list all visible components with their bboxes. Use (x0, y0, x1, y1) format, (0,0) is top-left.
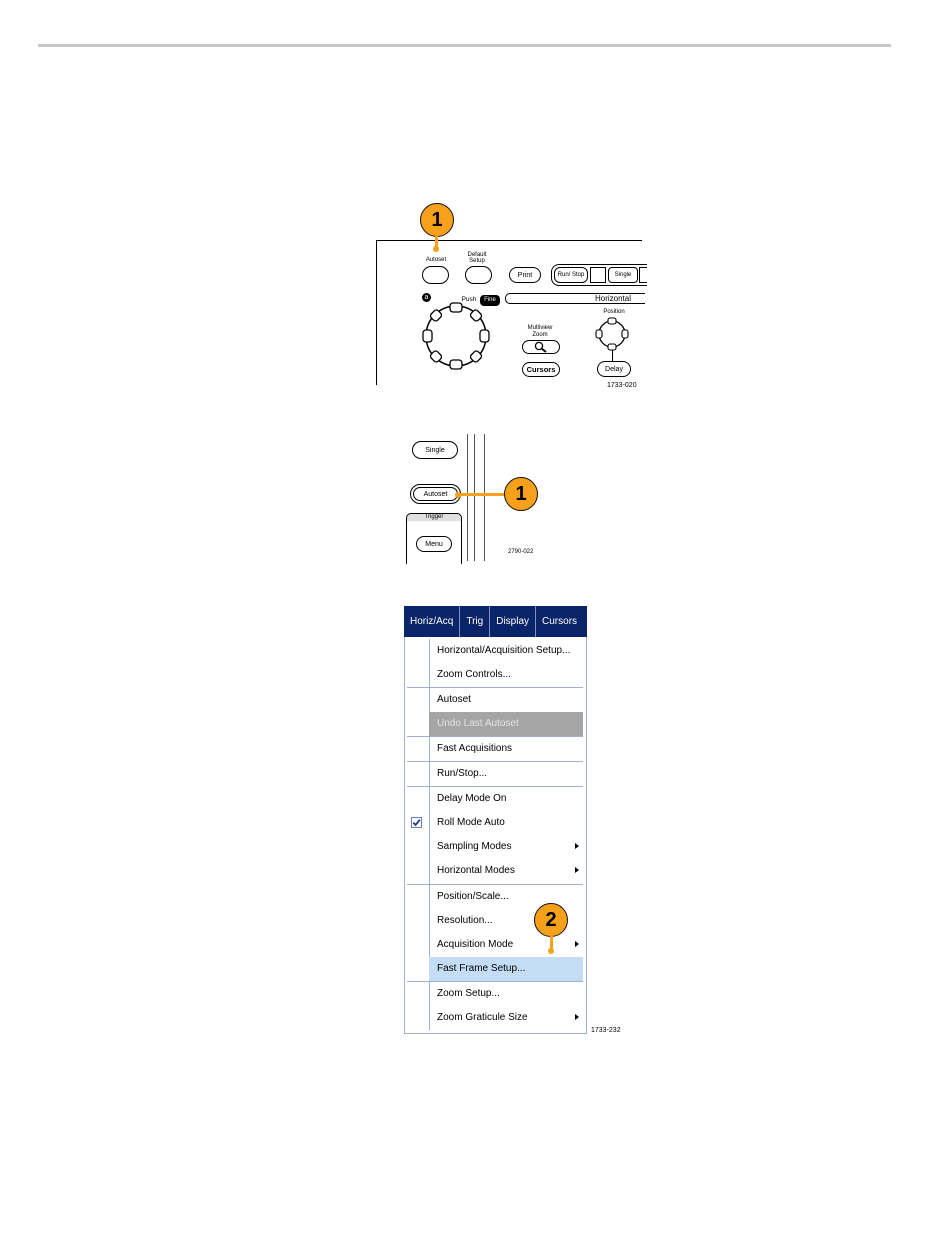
multiview-zoom-label: Multiview Zoom (527, 325, 553, 338)
multipurpose-knob[interactable] (420, 300, 492, 372)
panel-divider-3 (484, 434, 485, 561)
callout-dot (433, 246, 439, 252)
menu-item-horizontal-modes[interactable] (429, 859, 583, 883)
tab-trig[interactable]: Trig (460, 606, 490, 637)
menu-dropdown (404, 637, 587, 1034)
panel-divider-1 (467, 434, 468, 561)
panel-left-edge (376, 240, 377, 385)
autoset-button[interactable] (422, 266, 449, 284)
menu-item-acquisition-mode[interactable] (429, 933, 583, 957)
menu-item-label: Sampling Modes (437, 841, 512, 852)
menu-item-resolution[interactable]: Resolution... (437, 915, 493, 926)
figure-id-3: 1733-232 (591, 1027, 621, 1034)
cursors-button[interactable]: Cursors (522, 362, 560, 377)
run-stop-button[interactable]: Run/ Stop (554, 267, 588, 283)
menu-item-label: Horizontal Modes (437, 865, 515, 876)
menu-item-zoom-graticule-size[interactable] (429, 1006, 583, 1030)
header-rule (38, 44, 891, 47)
callout-leader (458, 493, 506, 496)
menu-item-fast-acquisitions[interactable]: Fast Acquisitions (437, 743, 513, 754)
position-stem (612, 350, 613, 361)
roll-mode-checkbox[interactable] (411, 817, 422, 828)
submenu-arrow-icon (575, 941, 579, 947)
front-panel-figure (376, 200, 646, 400)
menu-item-zoom-setup[interactable]: Zoom Setup... (437, 988, 500, 999)
horizontal-header: Horizontal (505, 293, 645, 304)
single-button[interactable]: Single (412, 441, 458, 459)
menu-item-autoset[interactable]: Autoset (437, 694, 471, 705)
panel-divider-2 (474, 434, 475, 561)
check-icon (412, 818, 421, 827)
menu-item-label: Acquisition Mode (437, 939, 514, 950)
callout-1: 1 (504, 477, 538, 511)
tab-cursors[interactable]: Cursors (542, 616, 578, 627)
autoset-label: Autoset (425, 257, 447, 263)
callout-dot (548, 948, 554, 954)
menu-item-horiz-acq-setup[interactable]: Horizontal/Acquisition Setup... (437, 645, 571, 656)
blank-key[interactable] (590, 267, 606, 283)
delay-button[interactable]: Delay (597, 361, 631, 377)
menu-item-undo-autoset: Undo Last Autoset (429, 712, 583, 736)
menu-item-roll-mode[interactable]: Roll Mode Auto (437, 817, 505, 828)
submenu-arrow-icon (575, 843, 579, 849)
submenu-arrow-icon (575, 1014, 579, 1020)
menu-item-run-stop[interactable]: Run/Stop... (437, 768, 488, 779)
panel-top-edge (376, 240, 642, 241)
menu-item-label: Zoom Graticule Size (437, 1012, 528, 1023)
default-setup-label: Default Setup (467, 252, 487, 264)
single-button[interactable]: Single (608, 267, 638, 283)
menu-item-position-scale[interactable]: Position/Scale... (437, 891, 509, 902)
menu-gutter (407, 639, 430, 1030)
trigger-menu-button[interactable]: Menu (416, 536, 452, 552)
figure-id-1: 1733-020 (607, 382, 637, 389)
partial-key[interactable] (639, 267, 647, 283)
callout-dot (455, 492, 461, 498)
menu-item-sampling-modes[interactable] (429, 835, 583, 859)
fine-badge: Fine (480, 295, 500, 306)
position-label: Position (603, 309, 625, 315)
position-knob[interactable] (594, 316, 630, 352)
menu-item-delay-mode[interactable]: Delay Mode On (437, 793, 507, 804)
autoset-button[interactable]: Autoset (413, 487, 458, 501)
horiz-acq-menu (404, 606, 587, 1034)
print-button[interactable]: Print (509, 267, 541, 283)
callout-2: 2 (534, 903, 568, 937)
figure-id-2: 2790-022 (508, 549, 534, 555)
zoom-button[interactable] (522, 340, 560, 354)
submenu-arrow-icon (575, 867, 579, 873)
tab-display[interactable]: Display (490, 606, 536, 637)
callout-1: 1 (420, 203, 454, 237)
knob-a-icon: a (422, 293, 431, 302)
side-panel-figure (400, 432, 560, 564)
push-label: Push (461, 296, 477, 303)
menu-item-zoom-controls[interactable]: Zoom Controls... (437, 669, 511, 680)
default-setup-button[interactable] (465, 266, 492, 284)
trigger-header: Trigger (406, 513, 462, 521)
tab-horiz-acq[interactable]: Horiz/Acq (404, 606, 460, 637)
menu-item-fast-frame-setup[interactable]: Fast Frame Setup... (429, 957, 583, 981)
magnifier-icon (534, 341, 548, 353)
menu-bar (404, 606, 587, 637)
